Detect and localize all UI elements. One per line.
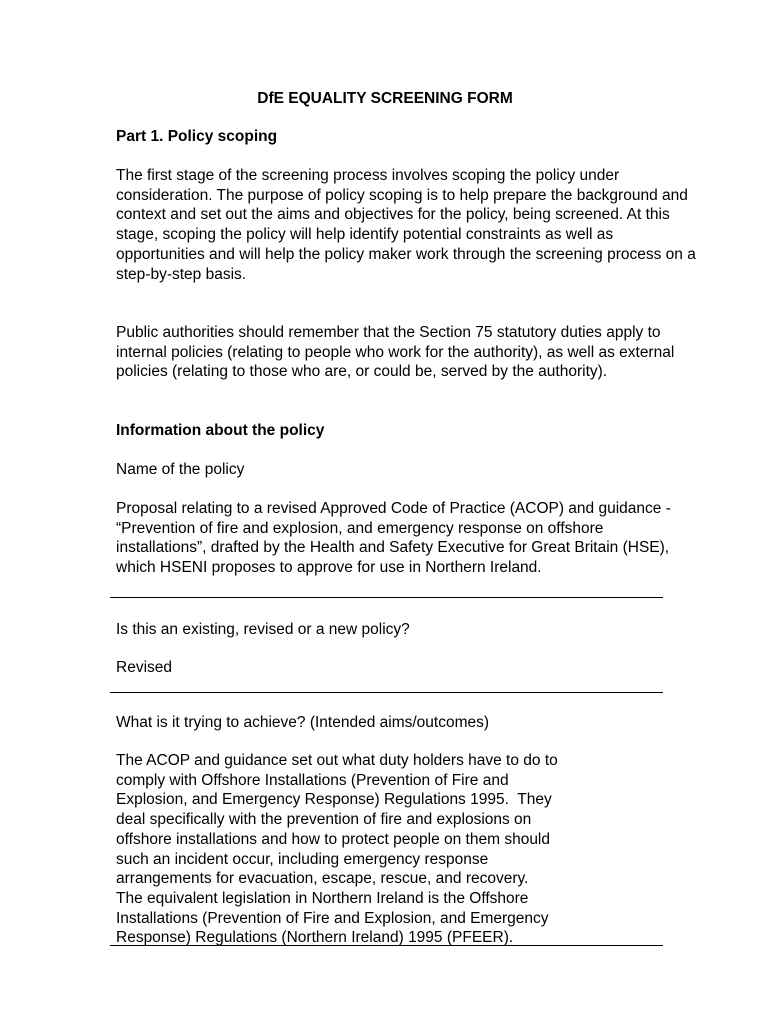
answer-line: The ACOP and guidance set out what duty holders have to do to: [116, 752, 558, 769]
answer-line: Installations (Prevention of Fire and Explosion, and Emergency: [116, 909, 549, 927]
answer-divider: [110, 692, 663, 693]
policy-status-answer: Revised: [116, 659, 172, 676]
info-heading: Information about the policy: [116, 422, 325, 439]
answer-divider: [110, 597, 663, 598]
policy-status-label: Is this an existing, revised or a new policy?: [116, 621, 410, 638]
policy-aims-answer: [116, 751, 696, 948]
policy-name-label: Name of the policy: [116, 461, 245, 478]
form-title: DfE EQUALITY SCREENING FORM: [257, 90, 513, 107]
answer-line: deal specifically with the prevention of fire and explosions on: [116, 811, 532, 829]
answer-divider: [110, 945, 663, 946]
policy-aims-label: What is it trying to achieve? (Intended aims/outcomes): [116, 714, 490, 731]
answer-line: arrangements for evacuation, escape, rescue, and recovery.: [116, 870, 529, 888]
authorities-paragraph: Public authorities should remember that the Section 75 statutory duties apply to internal policies (relating to people who work for the authority), as well as external policies (relating to those who are, or could be, served by the authority).: [116, 324, 675, 381]
policy-name-answer: Proposal relating to a revised Approved Code of Practice (ACOP) and guidance - “Prevention of fire and explosion, and emergency response on offshore installations”, drafted by the Health and Safety Executive for Great Britain (HSE), which HSENI proposes to approve for use in Northern Ireland.: [116, 500, 671, 577]
part-heading: Part 1. Policy scoping: [116, 128, 278, 145]
answer-line: such an incident occur, including emergency response: [116, 850, 489, 868]
answer-line: comply with Offshore Installations (Prevention of Fire and: [116, 771, 509, 789]
answer-line: offshore installations and how to protect people on them should: [116, 830, 550, 848]
answer-line: Response) Regulations (Northern Ireland) 1995 (PFEER).: [116, 929, 514, 947]
answer-line: The equivalent legislation in Northern Ireland is the Offshore: [116, 889, 529, 907]
intro-paragraph: The first stage of the screening process involves scoping the policy under consideration. The purpose of policy scoping is to help prepare the background and context and set out the aims and objectives for the policy, being screened. At this stage, scoping the policy will help identify potential constraints as well as opportunities and will help the policy maker work through the screening process on a step-by-step basis.: [116, 167, 696, 283]
answer-line: Explosion, and Emergency Response) Regulations 1995. They: [116, 791, 552, 809]
